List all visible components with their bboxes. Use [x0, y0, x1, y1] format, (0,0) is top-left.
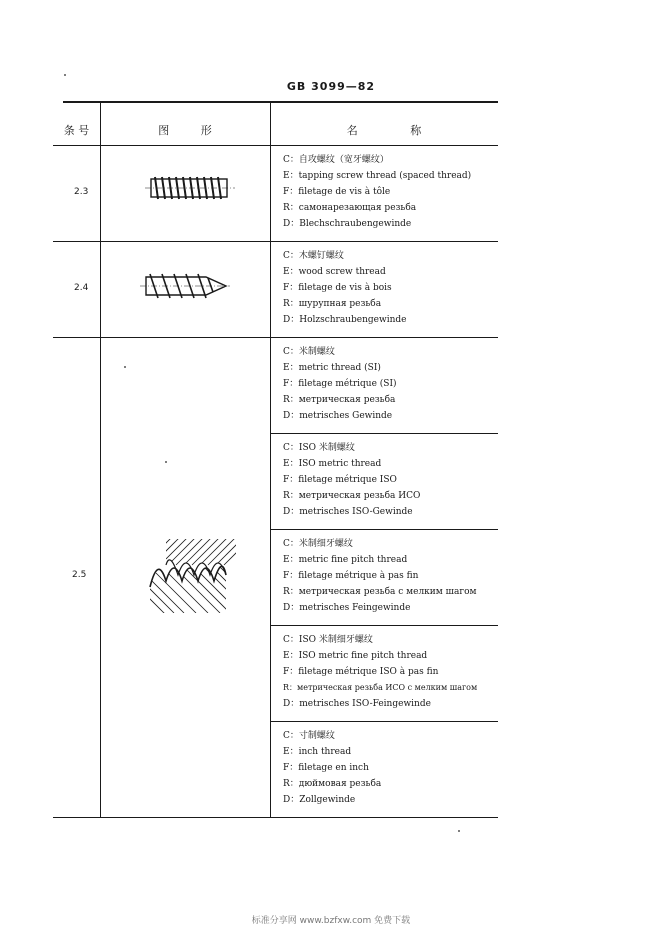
clause-2-4: 2.4	[74, 283, 89, 293]
footer-watermark: 标准分享网 www.bzfxw.com 免费下载	[251, 916, 411, 926]
name-line: D：metrisches Gewinde	[283, 411, 393, 421]
column-header-clause: 条 号	[63, 124, 90, 137]
scan-speck	[64, 74, 66, 76]
name-line: C：木螺钉螺纹	[283, 251, 344, 261]
names-2-5-iso-fine-pitch	[283, 632, 477, 712]
names-2-4	[283, 248, 406, 328]
name-line: C：自攻螺纹（宽牙螺纹）	[283, 155, 389, 165]
name-line: D：metrisches ISO-Feingewinde	[283, 699, 431, 709]
scan-speck	[458, 830, 460, 832]
table-bottom-rule	[53, 817, 498, 818]
name-line: E：ISO metric thread	[283, 459, 382, 469]
name-line: E：ISO metric fine pitch thread	[283, 651, 428, 661]
names-2-5-fine-pitch	[283, 536, 477, 616]
name-line: C：米制螺纹	[283, 347, 335, 357]
group-rule-3	[270, 625, 498, 626]
group-rule-4	[270, 721, 498, 722]
name-line: C：米制细牙螺纹	[283, 539, 353, 549]
name-line: E：metric fine pitch thread	[283, 555, 408, 565]
clause-2-3: 2.3	[74, 187, 89, 197]
name-line: R：метрическая резьба ИСО	[283, 491, 421, 501]
name-line: D：Blechschraubengewinde	[283, 219, 412, 229]
name-line: D：Holzschraubengewinde	[283, 315, 407, 325]
name-line: E：wood screw thread	[283, 267, 386, 277]
column-rule-2	[270, 103, 271, 817]
wood-screw-thread-figure	[140, 268, 230, 304]
name-line: F：filetage de vis à bois	[283, 283, 392, 293]
row-rule-2-4	[53, 337, 498, 338]
tapping-screw-thread-figure	[145, 170, 235, 206]
names-2-5-inch	[283, 728, 381, 808]
names-2-3	[283, 152, 471, 232]
column-header-figure: 图 形	[158, 124, 212, 137]
clause-2-5: 2.5	[72, 570, 87, 580]
scan-speck	[165, 461, 167, 463]
name-line: R：метрическая резьба	[283, 395, 396, 405]
name-line: F：filetage en inch	[283, 763, 369, 773]
column-rule-1	[100, 103, 101, 817]
name-line: D：metrisches ISO-Gewinde	[283, 507, 413, 517]
column-header-name: 名 称	[346, 124, 422, 137]
name-line: R：самонарезающая резьба	[283, 203, 417, 213]
name-line: D：Zollgewinde	[283, 795, 356, 805]
scan-speck	[124, 366, 126, 368]
name-line: R：метрическая резьба ИСО с мелким шагом	[283, 683, 478, 692]
name-line: F：filetage métrique ISO	[283, 475, 397, 485]
names-2-5-iso-metric	[283, 440, 420, 520]
name-line: E：metric thread (SI)	[283, 363, 381, 373]
name-line: R：метрическая резьба с мелким шагом	[283, 587, 477, 597]
thread-profile-section-figure	[146, 535, 240, 617]
header-bottom-rule	[53, 145, 498, 146]
group-rule-2	[270, 529, 498, 530]
name-line: C：ISO 米制细牙螺纹	[283, 635, 373, 645]
name-line: C：ISO 米制螺纹	[283, 443, 355, 453]
name-line: E：tapping screw thread (spaced thread)	[283, 171, 472, 181]
name-line: D：metrisches Feingewinde	[283, 603, 411, 613]
name-line: F：filetage métrique à pas fin	[283, 571, 419, 581]
name-line: C：寸制螺纹	[283, 731, 335, 741]
name-line: R：шурупная резьба	[283, 299, 382, 309]
group-rule-1	[270, 433, 498, 434]
name-line: F：filetage métrique ISO à pas fin	[283, 667, 439, 677]
name-line: F：filetage métrique (SI)	[283, 379, 397, 389]
name-line: E：inch thread	[283, 747, 352, 757]
names-2-5-metric	[283, 344, 397, 424]
standard-header: GB 3099—82	[286, 80, 376, 93]
name-line: F：filetage de vis à tôle	[283, 187, 391, 197]
name-line: R：дюймовая резьба	[283, 779, 382, 789]
row-rule-2-3	[53, 241, 498, 242]
table-top-rule	[63, 101, 498, 103]
